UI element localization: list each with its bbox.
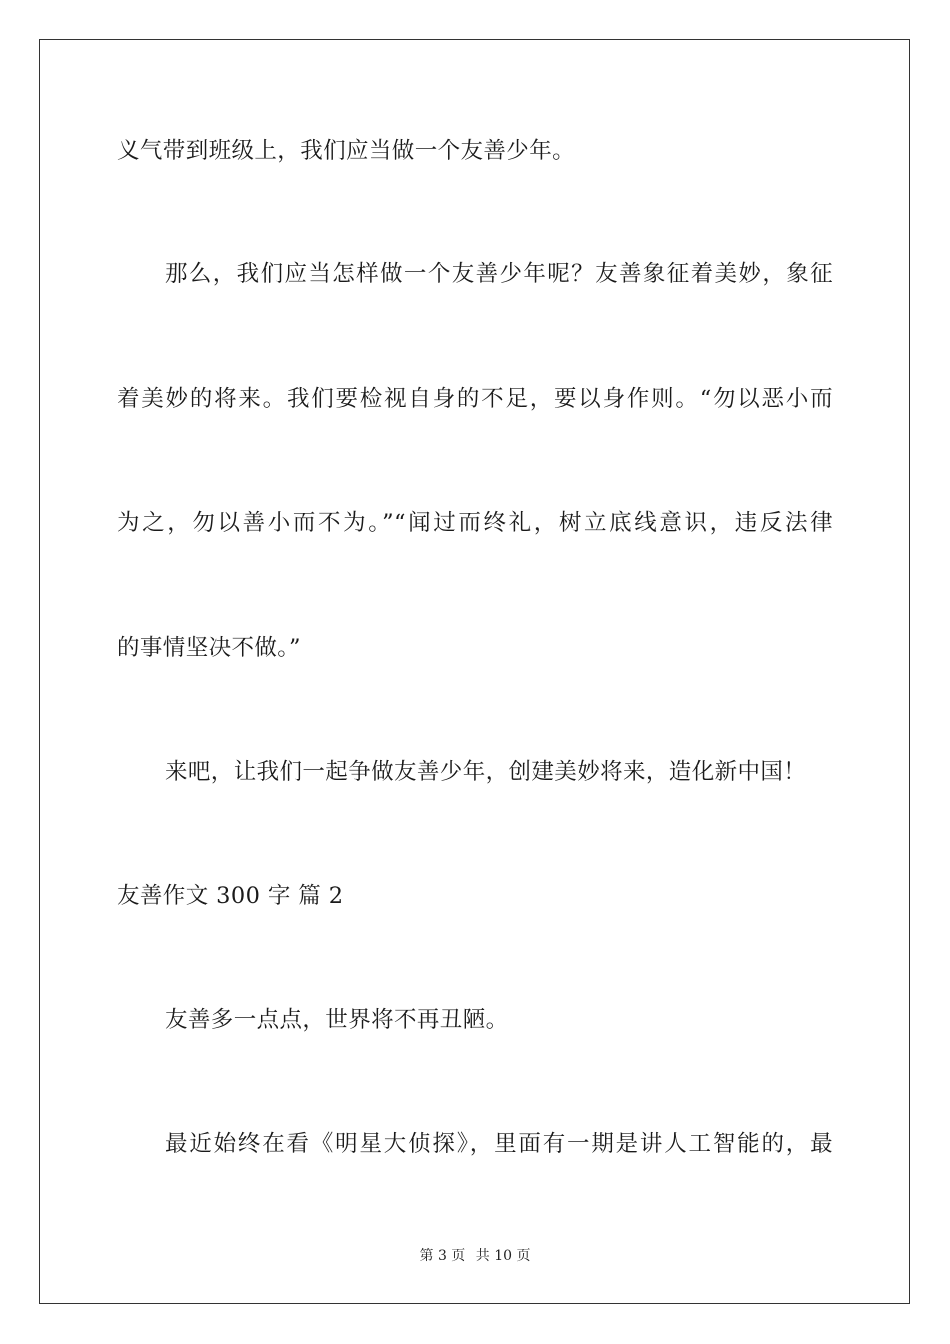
page-border (39, 39, 910, 1304)
paragraph-line: 着美妙的将来。我们要检视自身的不足，要以身作则。“勿以恶小而 (117, 386, 833, 412)
paragraph-line: 最近始终在看《明星大侦探》，里面有一期是讲人工智能的，最 (165, 1131, 833, 1157)
paragraph-line: 义气带到班级上，我们应当做一个友善少年。 (117, 138, 576, 164)
page-number: 第 3 页 (419, 1248, 466, 1264)
page-footer (0, 1247, 950, 1265)
paragraph-line: 来吧，让我们一起争做友善少年，创建美妙将来，造化新中国！ (165, 759, 807, 785)
paragraph-line: 为之，勿以善小而不为。”“闻过而终礼，树立底线意识，违反法律 (117, 510, 833, 536)
page-total: 共 10 页 (475, 1248, 531, 1264)
paragraph-line: 的事情坚决不做。” (117, 635, 301, 661)
paragraph-line: 友善多一点点，世界将不再丑陋。 (165, 1007, 509, 1033)
section-heading: 友善作文 300 字 篇 2 (117, 883, 344, 909)
paragraph-line: 那么，我们应当怎样做一个友善少年呢？友善象征着美妙，象征 (165, 261, 833, 287)
